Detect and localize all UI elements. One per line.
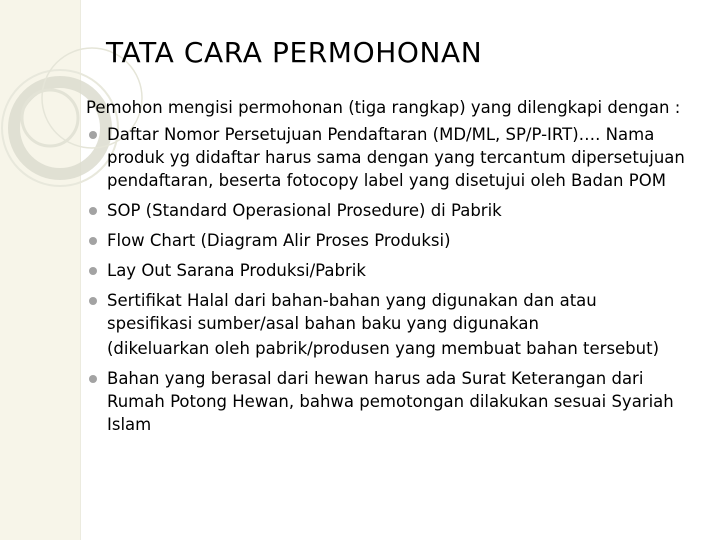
list-item xyxy=(86,367,686,436)
list-item-text: Lay Out Sarana Produksi/Pabrik xyxy=(107,261,366,280)
list-item xyxy=(86,199,686,222)
note-text: (dikeluarkan oleh pabrik/produsen yang membuat bahan tersebut) xyxy=(107,339,660,358)
list-item-text: Sertifikat Halal dari bahan-bahan yang digunakan dan atau spesifikasi sumber/asal bahan baku yang digunakan xyxy=(107,291,597,333)
list-item xyxy=(86,259,686,282)
list-item-text: Flow Chart (Diagram Alir Proses Produksi) xyxy=(107,231,451,250)
list-item xyxy=(86,123,686,192)
slide-content xyxy=(86,96,686,443)
bullet-dot-icon xyxy=(89,267,97,275)
intro-text: Pemohon mengisi permohonan (tiga rangkap) yang dilengkapi dengan : xyxy=(86,98,681,117)
requirements-list xyxy=(86,123,686,436)
bullet-dot-icon xyxy=(89,375,97,383)
slide-title: TATA CARA PERMOHONAN xyxy=(106,36,483,69)
bullet-dot-icon xyxy=(89,297,97,305)
bullet-dot-icon xyxy=(89,207,97,215)
list-item xyxy=(86,289,686,335)
list-item xyxy=(86,229,686,252)
bullet-dot-icon xyxy=(89,237,97,245)
list-item-text: Daftar Nomor Persetujuan Pendaftaran (MD/ML, SP/P-IRT)…. Nama produk yg didaftar harus sama dengan yang tercantum dipersetujuan pendaftaran, beserta fotocopy label yang disetujui oleh Badan POM xyxy=(107,125,685,190)
list-item-text: SOP (Standard Operasional Prosedure) di Pabrik xyxy=(107,201,502,220)
bullet-dot-icon xyxy=(89,131,97,139)
list-item-text: Bahan yang berasal dari hewan harus ada Surat Keterangan dari Rumah Potong Hewan, bahwa pemotongan dilakukan sesuai Syariah Islam xyxy=(107,369,674,434)
